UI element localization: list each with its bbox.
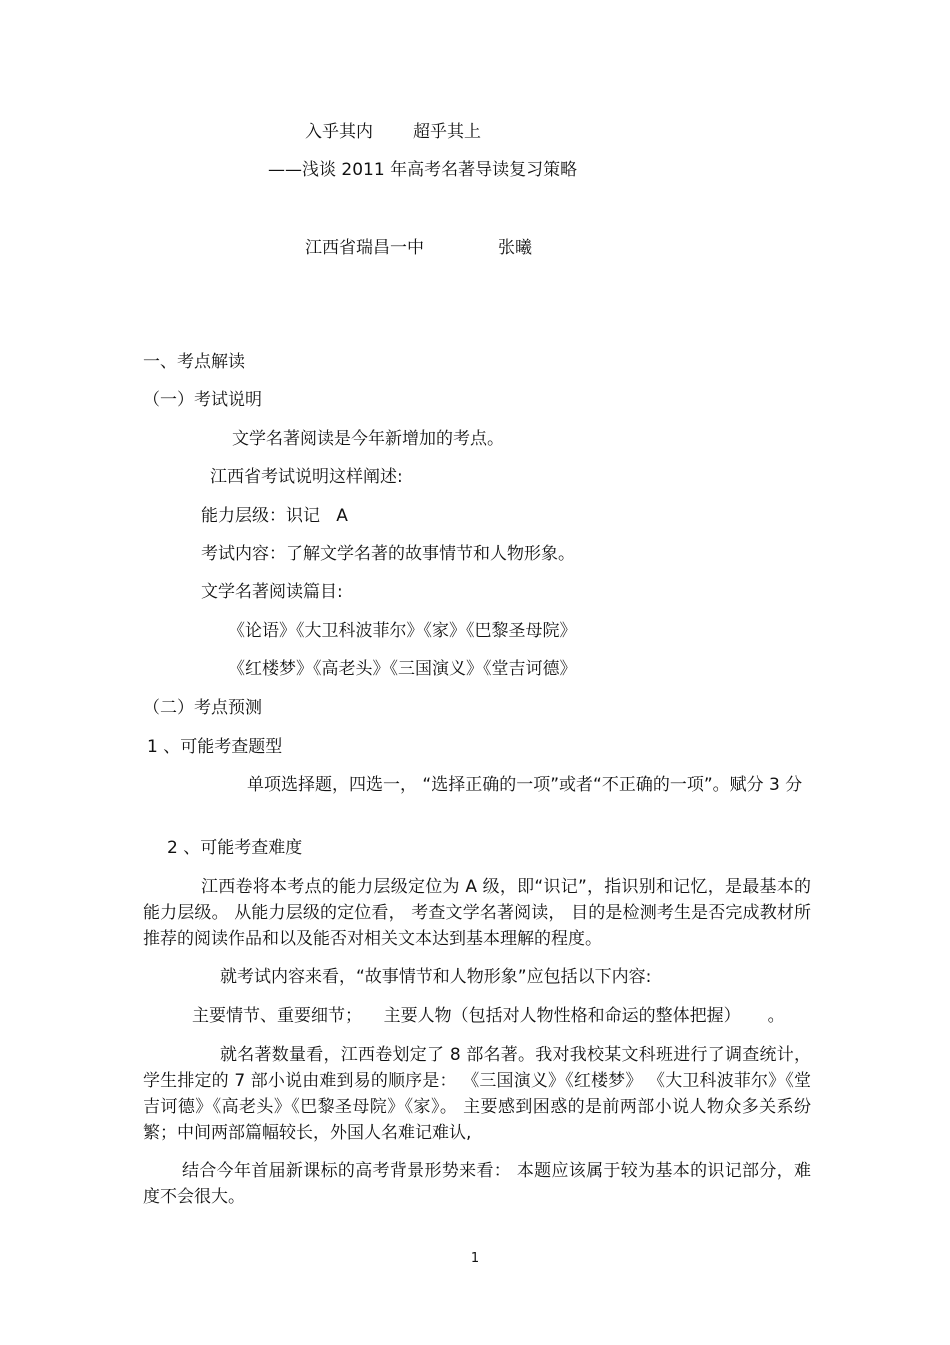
item2-paragraph-1: 江西卷将本考点的能力层级定位为 A 级，即“识记”，指识别和记忆，是最基本的能力层级。 从能力层级的定位看， 考查文学名著阅读， 目的是检测考生是否完成教材所推荐的阅读作品和以及能否对相关文本达到基本理解的程度。 (143, 877, 811, 949)
author-school: 江西省瑞昌一中 (305, 238, 424, 258)
sub1-line-4: 考试内容：了解文学名著的故事情节和人物形象。 (201, 544, 575, 564)
sub1-line-6: 《论语》《大卫科波菲尔》《家》《巴黎圣母院》 (228, 621, 577, 641)
sub2-heading: （二）考点预测 (143, 698, 262, 718)
sub1-line-7: 《红楼梦》《高老头》《三国演义》《堂吉诃德》 (228, 659, 577, 679)
sub1-heading: （一）考试说明 (143, 390, 262, 410)
author-name: 张曦 (498, 238, 532, 258)
item2-paragraph-5: 结合今年首届新课标的高考背景形势来看： 本题应该属于较为基本的识记部分，难度不会很大。 (143, 1161, 811, 1207)
item1-text: 单项选择题，四选一， “选择正确的一项”或者“不正确的一项”。赋分 3 分 (247, 775, 803, 795)
sub1-line-1: 文学名著阅读是今年新增加的考点。 (232, 429, 504, 449)
sub1-line-2: 江西省考试说明这样阐述: (210, 467, 403, 487)
item2-paragraph-2: 就考试内容来看，“故事情节和人物形象”应包括以下内容: (220, 967, 652, 987)
subtitle: ——浅谈 2011 年高考名著导读复习策略 (268, 160, 578, 180)
item2-heading: 2 、可能考查难度 (167, 838, 303, 858)
page-number: 1 (470, 1251, 480, 1266)
title-part1: 入乎其内 (305, 122, 373, 142)
section1-heading: 一、考点解读 (143, 352, 245, 372)
item2-paragraph-4: 就名著数量看，江西卷划定了 8 部名著。我对我校某文科班进行了调查统计，学生排定的 7 部小说由难到易的顺序是： 《三国演义》《红楼梦》 《大卫科波菲尔》《堂吉诃德》《高老头》《巴黎圣母院》《家》。 主要感到困惑的是前两部小说人物众多关系纷繁；中间两部篇幅较长，外国人名难记难认, (143, 1045, 811, 1143)
item2-paragraph-3: 主要情节、重要细节； 主要人物（包括对人物性格和命运的整体把握） 。 (192, 1006, 785, 1026)
title-part2: 超乎其上 (413, 122, 481, 142)
sub1-line-5: 文学名著阅读篇目: (201, 582, 343, 602)
sub1-line-3: 能力层级：识记 A (201, 506, 348, 526)
item1-heading: 1 、可能考查题型 (147, 737, 283, 757)
